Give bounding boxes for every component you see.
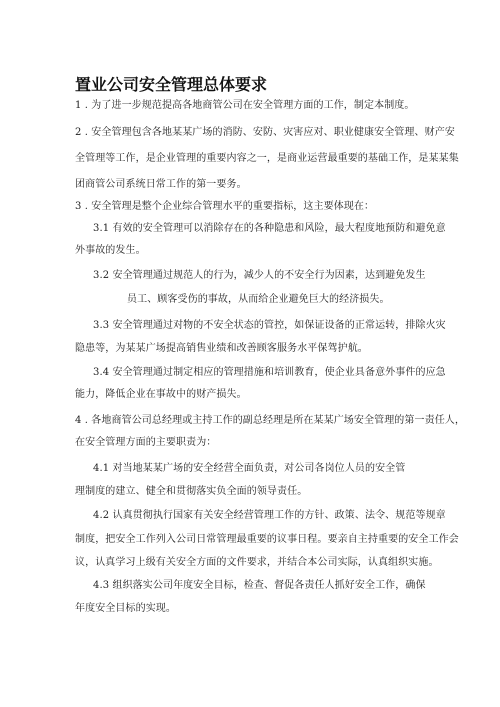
paragraph-line: 员工、顾客受伤的事故，从而给企业避免巨大的经济损失。 <box>127 294 390 305</box>
document-title: 置业公司安全管理总体要求 <box>75 75 268 94</box>
paragraph-line: 全管理等工作，是企业管理的重要内容之一，是商业运营最重要的基础工作，是某某集 <box>75 153 459 164</box>
paragraph-line: 能力，降低企业在事故中的财产损失。 <box>75 389 247 400</box>
paragraph-line: 团商管公司系统日常工作的第一要务。 <box>75 179 247 190</box>
paragraph-line: 4.2 认真贯彻执行国家有关安全经营管理工作的方针、政策、法令、规范等规章 <box>93 510 446 521</box>
paragraph-line: 4.3 组织落实公司年度安全目标，检查、督促各责任人抓好安全工作，确保 <box>93 580 426 591</box>
paragraph-line: 2 . 安全管理包含各地某某广场的消防、安防、灾害应对、职业健康安全管理、财产安 <box>75 127 455 138</box>
paragraph-line: 4 . 各地商管公司总经理或主持工作的副总经理是所在某某广场安全管理的第一责任人， <box>75 415 465 426</box>
paragraph-line: 制度，把安全工作列入公司日常管理最重要的议事日程。要亲自主持重要的安全工作会 <box>75 534 459 545</box>
paragraph-line: 1 . 为了进一步规范提高各地商管公司在安全管理方面的工作，制定本制度。 <box>75 100 415 111</box>
paragraph-line: 4.1 对当地某某广场的安全经营全面负责，对公司各岗位人员的安全管 <box>93 463 406 474</box>
paragraph-line: 3.1 有效的安全管理可以消除存在的各种隐患和风险，最大程度地预防和避免意 <box>93 223 446 234</box>
paragraph-line: 在安全管理方面的主要职责为： <box>75 437 217 448</box>
paragraph-line: 外事故的发生。 <box>75 245 146 256</box>
paragraph-line: 3 . 安全管理是整个企业综合管理水平的重要指标，这主要体现在： <box>75 201 375 212</box>
paragraph-line: 3.3 安全管理通过对物的不安全状态的管控，如保证设备的正常运转，排除火灾 <box>93 320 446 331</box>
paragraph-line: 隐患等，为某某广场提高销售业绩和改善顾客服务水平保驾护航。 <box>75 343 368 354</box>
paragraph-line: 议，认真学习上级有关安全方面的文件要求，并结合本公司实际，认真组织实施。 <box>75 557 439 568</box>
paragraph-line: 3.4 安全管理通过制定相应的管理措施和培训教育，使企业具备意外事件的应急 <box>93 367 446 378</box>
paragraph-line: 3.2 安全管理通过规范人的行为，减少人的不安全行为因素，达到避免发生 <box>93 270 426 281</box>
paragraph-line: 年度安全目标的实现。 <box>75 603 176 614</box>
paragraph-line: 理制度的建立、健全和贯彻落实负全面的领导责任。 <box>75 486 308 497</box>
